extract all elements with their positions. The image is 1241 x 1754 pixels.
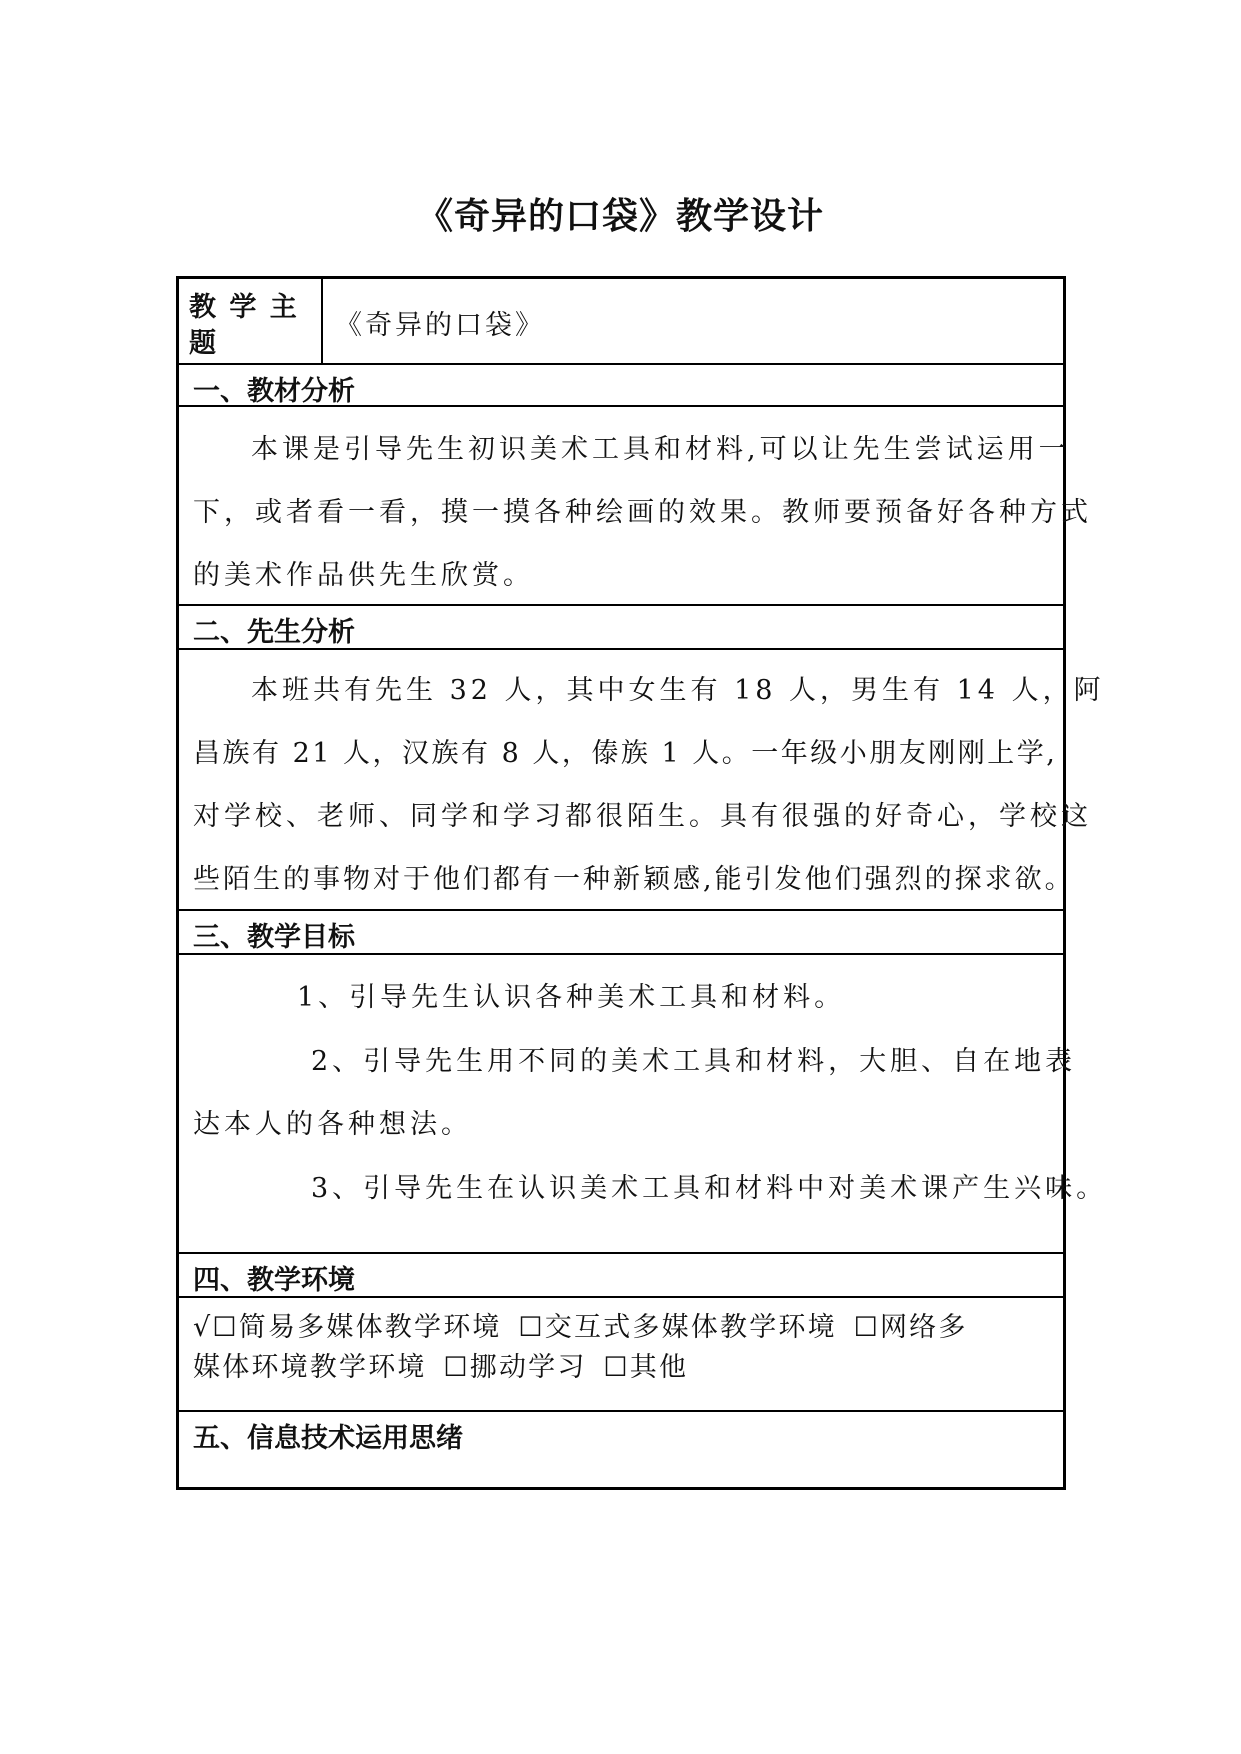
row-divider	[179, 648, 1063, 650]
section1-line: 本课是引导先生初识美术工具和材料,可以让先生尝试运用一	[251, 434, 1070, 465]
section3-line: 1、引导先生认识各种美术工具和材料。	[297, 982, 846, 1013]
section1-line: 的美术作品供先生欣赏。	[193, 560, 534, 591]
topic-value: 《奇异的口袋》	[335, 310, 545, 341]
row-divider	[179, 1252, 1063, 1254]
row-divider	[179, 363, 1063, 365]
section-heading-it-approach: 五、信息技术运用思绪	[193, 1423, 463, 1454]
lesson-plan-table	[176, 276, 1108, 1490]
section3-line: 达本人的各种想法。	[193, 1109, 472, 1140]
section3-line: 2、引导先生用不同的美术工具和材料，大胆、自在地表	[311, 1046, 1077, 1077]
section-heading-environment: 四、教学环境	[193, 1265, 355, 1296]
section2-line: 对学校、老师、同学和学习都很陌生。具有很强的好奇心，学校这	[193, 801, 1092, 832]
topic-divider	[321, 279, 323, 363]
row-divider	[179, 1296, 1063, 1298]
section3-line: 3、引导先生在认识美术工具和材料中对美术课产生兴味。	[311, 1173, 1108, 1204]
row-divider	[179, 1410, 1063, 1412]
section2-line: 本班共有先生 32 人，其中女生有 18 人，男生有 14 人，阿	[251, 675, 1105, 706]
environment-options-line2: 媒体环境教学环境 ☐挪动学习 ☐其他	[193, 1352, 689, 1383]
row-divider	[179, 909, 1063, 911]
section1-line: 下，或者看一看，摸一摸各种绘画的效果。教师要预备好各种方式	[193, 497, 1092, 528]
row-divider	[179, 953, 1063, 955]
topic-label-line2: 题	[189, 328, 216, 359]
row-divider	[179, 405, 1063, 407]
topic-label-line1: 教 学 主	[189, 292, 299, 323]
row-divider	[179, 604, 1063, 606]
environment-options-line1: √☐简易多媒体教学环境 ☐交互式多媒体教学环境 ☐网络多	[193, 1312, 968, 1343]
section-heading-students: 二、先生分析	[193, 617, 355, 648]
section-heading-materials: 一、教材分析	[193, 376, 355, 407]
section2-line: 昌族有 21 人，汉族有 8 人，傣族 1 人。一年级小朋友刚刚上学,	[193, 738, 1058, 769]
section2-line: 些陌生的事物对于他们都有一种新颖感,能引发他们强烈的探求欲。	[193, 864, 1075, 895]
document-title: 《奇异的口袋》教学设计	[416, 196, 824, 237]
section-heading-objectives: 三、教学目标	[193, 922, 355, 953]
